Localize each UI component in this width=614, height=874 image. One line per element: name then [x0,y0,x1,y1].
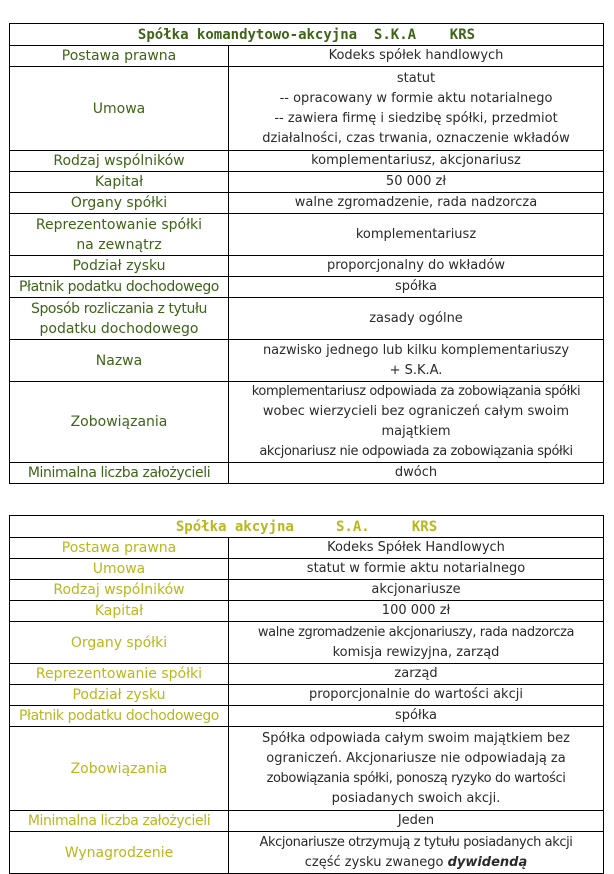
row-value [229,601,604,622]
table-row [10,559,604,580]
row-value-line: komplementariusz, akcjonariusz [311,153,521,168]
row-label-line: Organy spółki [70,634,168,651]
row-value [229,832,604,874]
row-value [229,298,604,340]
table-row [10,46,604,67]
row-label [10,706,229,727]
table-title-row [10,24,604,46]
row-value-line: Jeden [397,813,435,828]
row-value-line: działalności, czas trwania, oznaczenie wkładów [262,130,570,146]
row-value [229,382,604,463]
table-row [10,463,604,484]
row-label-line: Reprezentowanie spółki [35,666,203,682]
row-value [229,151,604,172]
dividend-term: dywidendą [447,854,528,870]
row-value-line: spółka [395,279,437,294]
row-label [10,538,229,559]
row-value-line: ograniczeń. Akcjonariusze nie odpowiadają za [266,750,566,766]
row-label-line: Reprezentowanie spółki [35,216,203,233]
row-value [229,46,604,67]
row-label-line: Nazwa [95,352,143,369]
row-label [10,340,229,382]
row-value-line: 100 000 zł [381,603,451,618]
row-value-line: proporcjonalny do wkładów [326,258,506,273]
row-value-line: nazwisko jednego lub kilku komplementariuszy [262,342,570,358]
row-label-line: Rodzaj wspólników [53,153,185,169]
row-label [10,580,229,601]
row-label [10,559,229,580]
table-row [10,67,604,151]
row-label [10,832,229,874]
row-label-line: Kapitał [94,174,144,190]
sa-table-body [10,538,604,832]
table-row [10,277,604,298]
row-value [229,277,604,298]
table-row [10,706,604,727]
row-label-text: Wynagrodzenie [64,844,174,861]
row-value [229,727,604,811]
row-label [10,601,229,622]
row-value-line: zasady ogólne [369,310,463,326]
row-value [229,685,604,706]
row-label [10,727,229,811]
ska-table-body [10,46,604,484]
table-title-row [10,516,604,538]
row-value-line: -- opracowany w formie aktu notarialnego [279,90,553,106]
row-label-line: Podział zysku [72,258,166,274]
row-value-line: 50 000 zł [385,174,447,189]
table-row [10,832,604,874]
row-value [229,193,604,214]
row-label [10,664,229,685]
row-value [229,580,604,601]
row-value [229,256,604,277]
table-row [10,298,604,340]
table-row [10,727,604,811]
ska-table-title: Spółka komandytowo-akcyjna S.K.A KRS [10,24,604,46]
row-label [10,67,229,151]
row-label-line: Postawa prawna [61,48,177,64]
row-value [229,706,604,727]
ska-table [9,23,604,484]
row-value-line: -- zawiera firmę i siedzibę spółki, przedmiot [274,110,558,126]
sa-table [9,515,604,874]
table-row [10,193,604,214]
row-value [229,538,604,559]
row-label-line: Minimalna liczba założycieli [27,813,211,829]
row-label-line: Postawa prawna [61,540,177,556]
row-value-line: spółka [395,708,437,723]
row-label [10,256,229,277]
row-value-line: statut [396,70,436,86]
row-value-line: walne zgromadzenie akcjonariuszy, rada nadzorcza [257,624,575,640]
row-label [10,685,229,706]
row-label [10,214,229,256]
row-value-line: akcjonariusz nie odpowiada za zobowiązania spółki [259,444,573,459]
table-row [10,340,604,382]
row-value-line: komplementariusz odpowiada za zobowiązania spółki [251,384,581,399]
row-value-line: Kodeks spółek handlowych [328,48,504,63]
row-value-line: majątkiem [381,424,451,439]
row-value [229,559,604,580]
table-row [10,580,604,601]
row-value-line: Akcjonariusze otrzymują z tytułu posiadanych akcji [259,834,573,850]
row-label-line: na zewnątrz [76,236,162,253]
row-label [10,172,229,193]
row-value-line: proporcjonalnie do wartości akcji [309,687,523,702]
row-label-line: Umowa [92,561,146,577]
row-label-line: Płatnik podatku dochodowego [19,279,219,295]
row-value [229,811,604,832]
row-value [229,214,604,256]
row-value-line: statut w formie aktu notarialnego [306,561,526,576]
sa-table-title: Spółka akcyjna S.A. KRS [10,516,604,538]
row-label [10,622,229,664]
table-row [10,685,604,706]
row-value-line: + S.K.A. [389,362,443,378]
row-label-line: Organy spółki [70,195,168,211]
row-value-line: Spółka odpowiada całym swoim majątkiem bez [262,730,570,746]
table-row [10,601,604,622]
table-row [10,538,604,559]
row-label-line: Umowa [92,100,146,117]
row-value [229,622,604,664]
row-value-line: Kodeks Spółek Handlowych [327,540,505,555]
row-value-line: walne zgromadzenie, rada nadzorcza [294,195,538,210]
row-value-line: zarząd [394,666,438,681]
row-value [229,463,604,484]
table-row [10,811,604,832]
table-row [10,664,604,685]
row-label-line: Rodzaj wspólników [53,582,185,598]
row-label [10,46,229,67]
row-label-line: Podział zysku [72,687,166,703]
row-label [10,151,229,172]
row-value-line [233,853,599,873]
row-value-line: komplementariusz [355,226,477,242]
row-label-line: Zobowiązania [70,414,168,430]
row-value-line: akcjonariusze [371,582,461,597]
table-row [10,622,604,664]
table-row [10,151,604,172]
row-value [229,340,604,382]
table-row [10,256,604,277]
row-label [10,382,229,463]
row-value-line: komisja rewizyjna, zarząd [332,644,500,660]
table-row [10,214,604,256]
row-label [10,298,229,340]
row-label [10,811,229,832]
row-value-text: część zysku zwanego [304,854,448,870]
row-label-line: podatku dochodowego [39,320,199,337]
row-label [10,193,229,214]
table-row [10,172,604,193]
row-value-line: zobowiązania spółki, ponoszą ryzyko do wartości [266,770,566,786]
row-value-line: wobec wierzycieli bez ograniczeń całym swoim [262,404,570,419]
row-label-line: Sposób rozliczania z tytułu [30,300,208,317]
row-label-line: Zobowiązania [70,760,168,777]
row-value [229,172,604,193]
row-label [10,463,229,484]
row-value [229,664,604,685]
row-label [10,277,229,298]
row-label-line: Kapitał [94,603,144,619]
row-label-line: Płatnik podatku dochodowego [19,708,219,724]
row-value-line: posiadanych swoich akcji. [331,790,501,806]
row-label-line: Minimalna liczba założycieli [27,465,211,481]
row-value [229,67,604,151]
row-value-line: dwóch [394,465,438,480]
table-row [10,382,604,463]
